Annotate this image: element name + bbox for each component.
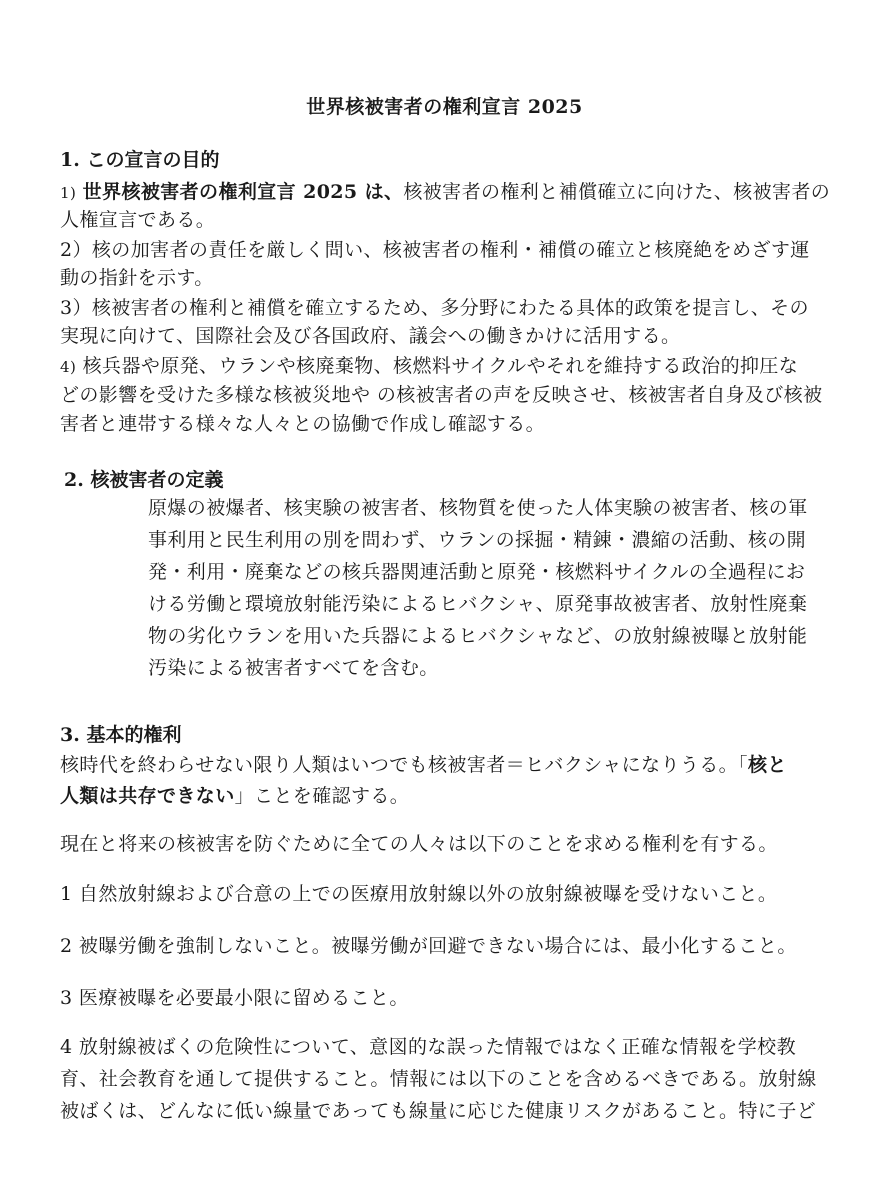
intro-text: 核時代を終わらせない限り人類はいつでも核被害者＝ヒバクシャになりうる。「	[60, 754, 748, 776]
intro-bold-text: 人類は共存できない	[60, 785, 235, 807]
paragraph-text: 核被害者の権利と補償確立に向けた、核被害者の	[403, 181, 831, 203]
section-3-item-2: 2 被曝労働を強制しないこと。被曝労働が回避できない場合には、最小化すること。	[60, 935, 797, 957]
section-3-item-4-line-3: 被ばくは、どんなに低い線量であっても線量に応じた健康リスクがあること。特に子ど	[60, 1100, 817, 1122]
section-1-paragraph-1-line-2: 人権宣言である。	[60, 209, 216, 231]
document-title: 世界核被害者の権利宣言 2025	[306, 96, 583, 118]
intro-text: 」ことを確認する。	[234, 785, 410, 807]
section-2-line: 物の劣化ウランを用いた兵器によるヒバクシャなど、の放射線被曝と放射能	[148, 625, 808, 647]
section-1-paragraph-3-line-2: 実現に向けて、国際社会及び各国政府、議会への働きかけに活用する。	[60, 325, 681, 347]
section-1-paragraph-2-line-1: 2）核の加害者の責任を厳しく問い、核被害者の権利・補償の確立と核廃絶をめざす運	[60, 239, 810, 261]
declaration-name: 世界核被害者の権利宣言 2025 は、	[82, 181, 404, 203]
section-2-line: ける労働と環境放射能汚染によるヒバクシャ、原発事故被害者、放射性廃棄	[148, 593, 808, 615]
section-1-paragraph-3-line-1: 3）核被害者の権利と補償を確立するため、多分野にわたる具体的政策を提言し、その	[60, 297, 809, 319]
section-1-paragraph-4-line-1	[60, 351, 798, 378]
section-1-paragraph-2-line-2: 動の指針を示す。	[60, 267, 214, 289]
section-3-intro-line-1	[60, 750, 787, 777]
section-2-heading: 2. 核被害者の定義	[64, 469, 224, 491]
paragraph-number: 1)	[60, 184, 77, 202]
section-1-heading: 1. この宣言の目的	[60, 149, 220, 171]
intro-bold-text: 核と	[747, 754, 787, 776]
section-1-paragraph-4-line-3: 害者と連帯する様々な人々との協働で作成し確認する。	[60, 413, 546, 435]
section-3-item-1: 1 自然放射線および合意の上での医療用放射線以外の放射線被曝を受けないこと。	[60, 883, 778, 905]
section-1-paragraph-1-line-1	[60, 177, 830, 204]
section-2-line: 汚染による被害者すべてを含む。	[148, 657, 439, 679]
section-3-rights-statement: 現在と将来の核被害を防ぐために全ての人々は以下のことを求める権利を有する。	[60, 833, 778, 855]
section-3-item-3: 3 医療被曝を必要最小限に留めること。	[60, 987, 409, 1009]
section-1-paragraph-4-line-2: どの影響を受けた多様な核被災地や の核被害者の声を反映させ、核被害者自身及び核被	[60, 384, 823, 406]
section-3-intro-line-2	[60, 781, 409, 808]
section-3-item-4-line-1: 4 放射線被ばくの危険性について、意図的な誤った情報ではなく正確な情報を学校教	[60, 1036, 796, 1058]
paragraph-number: 4)	[60, 358, 77, 376]
section-3-heading: 3. 基本的権利	[60, 724, 182, 746]
section-3-item-4-line-2: 育、社会教育を通して提供すること。情報には以下のことを含めるべきである。放射線	[60, 1068, 817, 1090]
section-2-line: 事利用と民生利用の別を問わず、ウランの採掘・精錬・濃縮の活動、核の開	[148, 529, 807, 551]
paragraph-text: 核兵器や原発、ウランや核廃棄物、核燃料サイクルやそれを維持する政治的抑圧な	[82, 355, 799, 377]
section-2-line: 原爆の被爆者、核実験の被害者、核物質を使った人体実験の被害者、核の軍	[148, 497, 808, 519]
section-2-line: 発・利用・廃棄などの核兵器関連活動と原発・核燃料サイクルの全過程にお	[148, 561, 806, 583]
